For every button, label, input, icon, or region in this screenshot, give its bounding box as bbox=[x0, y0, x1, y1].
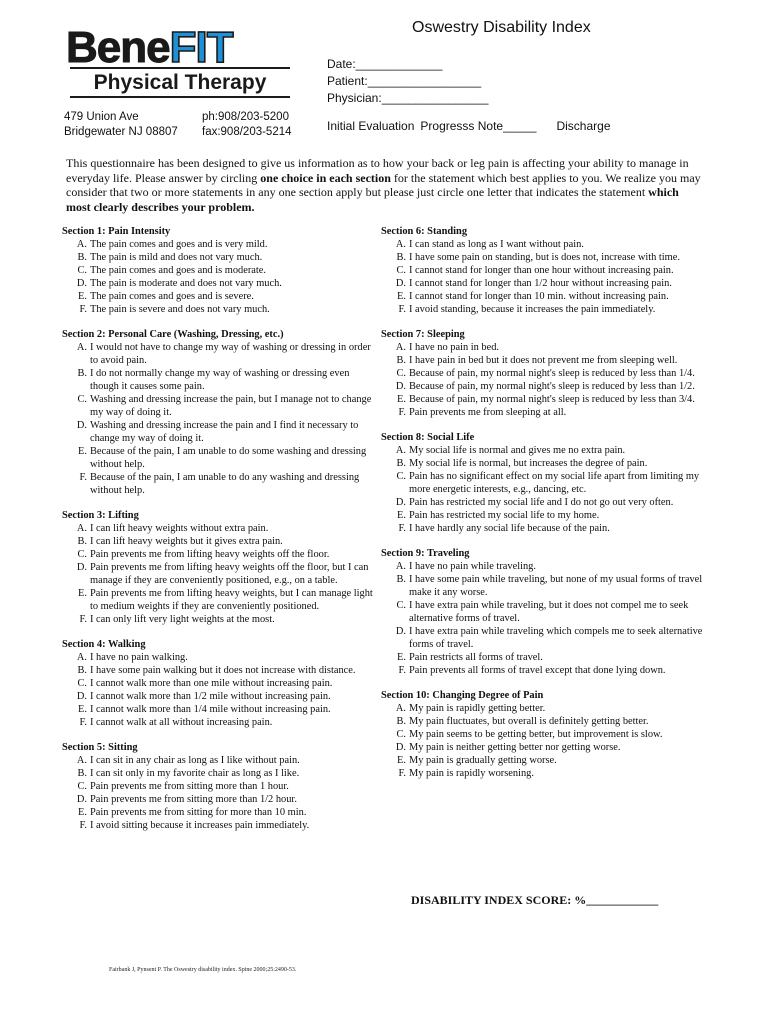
option-letter[interactable]: F. bbox=[398, 665, 406, 676]
option-text: Pain prevents me from sitting more than 1 hour. bbox=[90, 781, 289, 792]
option-text: Because of pain, my normal night's sleep is reduced by less than 1/4. bbox=[409, 368, 695, 379]
option-letter[interactable]: D. bbox=[395, 381, 406, 392]
option-text: I have extra pain while traveling which compels me to seek alternative forms of travel. bbox=[409, 626, 703, 650]
answer-option[interactable] bbox=[62, 780, 376, 793]
option-text: I have extra pain while traveling, but it does not compel me to seek alternative forms of travel. bbox=[409, 600, 689, 624]
option-text: I cannot walk at all without increasing pain. bbox=[90, 717, 273, 728]
option-letter[interactable]: A. bbox=[76, 342, 87, 353]
question-section bbox=[381, 689, 711, 780]
logo-brand-highlight: FIT bbox=[169, 23, 233, 72]
option-letter[interactable]: C. bbox=[77, 781, 87, 792]
option-text: I can only lift very light weights at the most. bbox=[90, 614, 275, 625]
disability-index-score[interactable]: DISABILITY INDEX SCORE: %____________ bbox=[411, 893, 659, 907]
option-text: My pain is rapidly worsening. bbox=[409, 768, 534, 779]
section-title: Section 2: Personal Care (Washing, Dressing, etc.) bbox=[62, 329, 284, 340]
option-letter[interactable]: C. bbox=[77, 549, 87, 560]
option-letter[interactable]: B. bbox=[77, 368, 87, 379]
logo-graphic bbox=[64, 20, 296, 102]
option-letter[interactable]: A. bbox=[395, 342, 406, 353]
option-text: I have some pain walking but it does not increase with distance. bbox=[90, 665, 356, 676]
option-text: My pain is rapidly getting better. bbox=[409, 703, 546, 714]
patient-field[interactable]: Patient:_________________ bbox=[327, 74, 482, 88]
answer-option[interactable] bbox=[381, 715, 711, 728]
answer-option[interactable] bbox=[62, 690, 376, 703]
answer-option[interactable] bbox=[62, 251, 376, 264]
option-letter[interactable]: F. bbox=[398, 768, 406, 779]
answer-option[interactable] bbox=[62, 664, 376, 677]
option-text: Pain prevents all forms of travel except that done lying down. bbox=[409, 665, 666, 676]
option-text: I cannot stand for longer than 1/2 hour without increasing pain. bbox=[409, 278, 672, 289]
initial-evaluation-option[interactable]: Initial Evaluation bbox=[327, 119, 415, 133]
option-letter[interactable]: A. bbox=[76, 523, 87, 534]
answer-option[interactable] bbox=[381, 393, 711, 406]
answer-option[interactable] bbox=[381, 444, 711, 457]
option-letter[interactable]: B. bbox=[396, 252, 406, 263]
option-text: Pain prevents me from lifting heavy weights off the floor, but I can manage if they are conveniently positioned, e.g., on a table. bbox=[90, 562, 369, 586]
option-text: The pain comes and goes and is moderate. bbox=[90, 265, 267, 276]
option-letter[interactable]: B. bbox=[396, 716, 406, 727]
option-letter[interactable]: E. bbox=[397, 755, 406, 766]
option-text: Pain prevents me from lifting heavy weights off the floor. bbox=[90, 549, 330, 560]
answer-option[interactable] bbox=[62, 471, 376, 497]
answer-option[interactable] bbox=[62, 522, 376, 535]
document-title: Oswestry Disability Index bbox=[412, 19, 591, 36]
answer-option[interactable] bbox=[62, 341, 376, 367]
answer-option[interactable] bbox=[381, 470, 711, 496]
answer-option[interactable] bbox=[381, 251, 711, 264]
intro-text-1: This questionnaire has been designed to give us information as to how your back or leg pain is affecting your ability to manage in everyday life. Please answer by circling bbox=[66, 156, 689, 185]
option-letter[interactable]: A. bbox=[395, 703, 406, 714]
phone-number: ph:908/203-5200 bbox=[202, 111, 289, 123]
option-text: Because of the pain, I am unable to do any washing and dressing without help. bbox=[90, 472, 360, 496]
option-letter[interactable]: D. bbox=[76, 794, 87, 805]
address-block bbox=[64, 110, 178, 140]
option-text: Pain restricts all forms of travel. bbox=[409, 652, 543, 663]
answer-option[interactable] bbox=[381, 651, 711, 664]
logo-brand-text bbox=[66, 23, 234, 72]
option-text: My pain is neither getting better nor getting worse. bbox=[409, 742, 621, 753]
answer-option[interactable] bbox=[381, 509, 711, 522]
answer-option[interactable] bbox=[62, 754, 376, 767]
left-column bbox=[62, 225, 376, 844]
option-text: The pain is moderate and does not vary much. bbox=[90, 278, 282, 289]
option-text: The pain is severe and does not vary much. bbox=[90, 304, 270, 315]
option-letter[interactable]: E. bbox=[397, 291, 406, 302]
answer-option[interactable] bbox=[62, 819, 376, 832]
option-text: Pain has restricted my social life and I do not go out very often. bbox=[409, 497, 674, 508]
option-letter[interactable]: A. bbox=[76, 652, 87, 663]
option-letter[interactable]: A. bbox=[395, 239, 406, 250]
answer-option[interactable] bbox=[381, 573, 711, 599]
option-text: I cannot stand for longer than one hour without increasing pain. bbox=[409, 265, 674, 276]
option-letter[interactable]: F. bbox=[79, 472, 87, 483]
option-letter[interactable]: E. bbox=[78, 446, 87, 457]
answer-option[interactable] bbox=[62, 716, 376, 729]
answer-option[interactable] bbox=[381, 341, 711, 354]
option-text: Washing and dressing increase the pain and I find it necessary to change my way of doing it. bbox=[90, 420, 359, 444]
option-text: I have no pain in bed. bbox=[409, 342, 500, 353]
section-title: Section 6: Standing bbox=[381, 226, 468, 237]
option-text: I have some pain while traveling, but none of my usual forms of travel make it any worse. bbox=[409, 574, 703, 598]
option-letter[interactable]: D. bbox=[76, 562, 87, 573]
intro-paragraph bbox=[66, 156, 706, 214]
option-letter[interactable]: C. bbox=[396, 729, 406, 740]
option-text: Because of pain, my normal night's sleep is reduced by less than 3/4. bbox=[409, 394, 695, 405]
answer-option[interactable] bbox=[381, 664, 711, 677]
option-text: I have some pain on standing, but is does not, increase with time. bbox=[409, 252, 680, 263]
answer-option[interactable] bbox=[381, 264, 711, 277]
option-letter[interactable]: C. bbox=[396, 368, 406, 379]
option-text: Pain prevents me from sitting for more than 10 min. bbox=[90, 807, 307, 818]
question-section bbox=[381, 225, 711, 316]
option-text: I avoid standing, because it increases the pain immediately. bbox=[409, 304, 656, 315]
option-text: My pain seems to be getting better, but improvement is slow. bbox=[409, 729, 663, 740]
option-letter[interactable]: B. bbox=[396, 574, 406, 585]
answer-option[interactable] bbox=[381, 457, 711, 470]
answer-option[interactable] bbox=[381, 238, 711, 251]
option-letter[interactable]: A. bbox=[395, 561, 406, 572]
option-letter[interactable]: A. bbox=[76, 755, 87, 766]
benefit-logo bbox=[64, 20, 296, 102]
physician-field[interactable]: Physician:________________ bbox=[327, 91, 489, 105]
citation: Fairbank J, Pynsent P. The Oswestry disability index. Spine 2000;25:2490-53. bbox=[109, 967, 297, 973]
option-text: I cannot walk more than one mile without increasing pain. bbox=[90, 678, 333, 689]
option-text: I can lift heavy weights without extra pain. bbox=[90, 523, 269, 534]
option-letter[interactable]: C. bbox=[396, 471, 406, 482]
option-text: The pain comes and goes and is severe. bbox=[90, 291, 254, 302]
option-letter[interactable]: F. bbox=[79, 304, 87, 315]
answer-option[interactable] bbox=[381, 303, 711, 316]
section-title: Section 3: Lifting bbox=[62, 510, 139, 521]
option-letter[interactable]: A. bbox=[76, 239, 87, 250]
option-letter[interactable]: B. bbox=[77, 536, 87, 547]
option-text: I have no pain walking. bbox=[90, 652, 188, 663]
answer-option[interactable] bbox=[381, 767, 711, 780]
option-letter[interactable]: D. bbox=[76, 420, 87, 431]
answer-option[interactable] bbox=[62, 613, 376, 626]
option-letter[interactable]: D. bbox=[395, 742, 406, 753]
intro-bold-2: which most clearly describes your problem. bbox=[66, 185, 679, 214]
option-text: I cannot stand for longer than 10 min. without increasing pain. bbox=[409, 291, 669, 302]
option-letter[interactable]: F. bbox=[79, 820, 87, 831]
option-letter[interactable]: F. bbox=[398, 304, 406, 315]
option-letter[interactable]: D. bbox=[395, 497, 406, 508]
option-letter[interactable]: B. bbox=[77, 768, 87, 779]
answer-option[interactable] bbox=[62, 393, 376, 419]
question-section bbox=[381, 328, 711, 419]
answer-option[interactable] bbox=[381, 728, 711, 741]
question-section bbox=[62, 509, 376, 626]
intro-text-2: for the statement which best applies to you. We realize you may consider that two or more statements in any one section apply but please just circle one letter that indicates the statement bbox=[66, 170, 701, 200]
answer-option[interactable] bbox=[62, 264, 376, 277]
option-letter[interactable]: E. bbox=[78, 291, 87, 302]
option-text: I cannot walk more than 1/4 mile without increasing pain. bbox=[90, 704, 331, 715]
option-text: I can sit in any chair as long as I like without pain. bbox=[90, 755, 300, 766]
logo-subtitle: Physical Therapy bbox=[93, 71, 267, 94]
option-letter[interactable]: F. bbox=[79, 614, 87, 625]
option-text: I have hardly any social life because of the pain. bbox=[409, 523, 610, 534]
option-letter[interactable]: D. bbox=[395, 278, 406, 289]
answer-option[interactable] bbox=[62, 277, 376, 290]
answer-option[interactable] bbox=[62, 445, 376, 471]
option-letter[interactable]: F. bbox=[79, 717, 87, 728]
option-text: Pain has no significant effect on my social life apart from limiting my more energetic interests, e.g., dancing, etc. bbox=[409, 471, 700, 495]
section-title: Section 5: Sitting bbox=[62, 742, 138, 753]
option-text: My pain fluctuates, but overall is definitely getting better. bbox=[409, 716, 649, 727]
option-text: My pain is gradually getting worse. bbox=[409, 755, 557, 766]
question-section bbox=[381, 431, 711, 535]
section-title: Section 1: Pain Intensity bbox=[62, 226, 171, 237]
option-text: Because of pain, my normal night's sleep is reduced by less than 1/2. bbox=[409, 381, 695, 392]
question-section bbox=[62, 638, 376, 729]
answer-option[interactable] bbox=[381, 277, 711, 290]
section-title: Section 8: Social Life bbox=[381, 432, 475, 443]
right-column bbox=[381, 225, 711, 792]
option-letter[interactable]: F. bbox=[398, 407, 406, 418]
answer-option[interactable] bbox=[62, 303, 376, 316]
question-section bbox=[62, 328, 376, 497]
answer-option[interactable] bbox=[381, 406, 711, 419]
answer-option[interactable] bbox=[62, 767, 376, 780]
answer-option[interactable] bbox=[381, 290, 711, 303]
option-text: I cannot walk more than 1/2 mile without increasing pain. bbox=[90, 691, 331, 702]
answer-option[interactable] bbox=[62, 367, 376, 393]
option-text: The pain comes and goes and is very mild. bbox=[90, 239, 268, 250]
answer-option[interactable] bbox=[381, 702, 711, 715]
street-address: 479 Union Ave bbox=[64, 111, 139, 123]
option-text: I have pain in bed but it does not prevent me from sleeping well. bbox=[409, 355, 678, 366]
option-text: Washing and dressing increase the pain, but I manage not to change my way of doing it. bbox=[90, 394, 372, 418]
answer-option[interactable] bbox=[381, 741, 711, 754]
city-address: Bridgewater NJ 08807 bbox=[64, 126, 178, 138]
answer-option[interactable] bbox=[62, 677, 376, 690]
option-letter[interactable]: B. bbox=[77, 252, 87, 263]
answer-option[interactable] bbox=[62, 561, 376, 587]
question-section bbox=[62, 741, 376, 832]
header-fields bbox=[327, 56, 488, 107]
option-text: I can sit only in my favorite chair as long as I like. bbox=[90, 768, 300, 779]
answer-option[interactable] bbox=[62, 238, 376, 251]
section-title: Section 9: Traveling bbox=[381, 548, 470, 559]
date-field[interactable]: Date:_____________ bbox=[327, 57, 443, 71]
option-text: Pain prevents me from lifting heavy weights, but I can manage light to medium weights if they are conveniently positioned. bbox=[90, 588, 373, 612]
option-text: My social life is normal, but increases the degree of pain. bbox=[409, 458, 648, 469]
option-text: My social life is normal and gives me no extra pain. bbox=[409, 445, 626, 456]
answer-option[interactable] bbox=[381, 354, 711, 367]
answer-option[interactable] bbox=[381, 560, 711, 573]
option-letter[interactable]: C. bbox=[77, 394, 87, 405]
answer-option[interactable] bbox=[381, 625, 711, 651]
option-letter[interactable]: E. bbox=[78, 588, 87, 599]
option-text: Pain has restricted my social life to my home. bbox=[409, 510, 600, 521]
progress-note-option[interactable]: Progresss Note_____ bbox=[420, 119, 537, 133]
option-letter[interactable]: E. bbox=[78, 704, 87, 715]
answer-option[interactable] bbox=[62, 587, 376, 613]
answer-option[interactable] bbox=[381, 380, 711, 393]
question-section bbox=[62, 225, 376, 316]
option-letter[interactable]: D. bbox=[76, 691, 87, 702]
option-letter[interactable]: E. bbox=[397, 394, 406, 405]
evaluation-type-line bbox=[327, 119, 617, 133]
option-letter[interactable]: C. bbox=[77, 678, 87, 689]
discharge-option[interactable]: Discharge bbox=[556, 119, 611, 133]
answer-option[interactable] bbox=[381, 599, 711, 625]
option-letter[interactable]: E. bbox=[397, 510, 406, 521]
option-text: I can stand as long as I want without pain. bbox=[409, 239, 584, 250]
option-letter[interactable]: B. bbox=[396, 355, 406, 366]
option-letter[interactable]: C. bbox=[396, 600, 406, 611]
fax-number: fax:908/203-5214 bbox=[202, 126, 292, 138]
question-section bbox=[381, 547, 711, 677]
option-letter[interactable]: A. bbox=[395, 445, 406, 456]
option-text: I have no pain while traveling. bbox=[409, 561, 536, 572]
answer-option[interactable] bbox=[62, 651, 376, 664]
answer-option[interactable] bbox=[62, 419, 376, 445]
answer-option[interactable] bbox=[381, 496, 711, 509]
option-text: Pain prevents me from sleeping at all. bbox=[409, 407, 567, 418]
answer-option[interactable] bbox=[62, 793, 376, 806]
option-text: I avoid sitting because it increases pain immediately. bbox=[90, 820, 310, 831]
option-text: I would not have to change my way of washing or dressing in order to avoid pain. bbox=[90, 342, 371, 366]
option-letter[interactable]: D. bbox=[76, 278, 87, 289]
answer-option[interactable] bbox=[62, 290, 376, 303]
intro-bold-1: one choice in each section bbox=[260, 170, 391, 185]
section-title: Section 4: Walking bbox=[62, 639, 146, 650]
option-letter[interactable]: F. bbox=[398, 523, 406, 534]
option-letter[interactable]: E. bbox=[78, 807, 87, 818]
phone-block bbox=[202, 110, 292, 140]
answer-option[interactable] bbox=[62, 548, 376, 561]
option-letter[interactable]: C. bbox=[396, 265, 406, 276]
option-text: Pain prevents me from sitting more than 1/2 hour. bbox=[90, 794, 297, 805]
section-title: Section 7: Sleeping bbox=[381, 329, 465, 340]
answer-option[interactable] bbox=[62, 703, 376, 716]
option-letter[interactable]: E. bbox=[397, 652, 406, 663]
answer-option[interactable] bbox=[62, 535, 376, 548]
section-title: Section 10: Changing Degree of Pain bbox=[381, 690, 544, 701]
option-letter[interactable]: D. bbox=[395, 626, 406, 637]
option-letter[interactable]: B. bbox=[77, 665, 87, 676]
option-letter[interactable]: C. bbox=[77, 265, 87, 276]
option-letter[interactable]: B. bbox=[396, 458, 406, 469]
answer-option[interactable] bbox=[381, 754, 711, 767]
option-text: The pain is mild and does not vary much. bbox=[90, 252, 263, 263]
answer-option[interactable] bbox=[62, 806, 376, 819]
logo-brand-primary: Bene bbox=[66, 23, 170, 72]
option-text: I do not normally change my way of washing or dressing even though it causes some pain. bbox=[90, 368, 350, 392]
answer-option[interactable] bbox=[381, 367, 711, 380]
answer-option[interactable] bbox=[381, 522, 711, 535]
option-text: Because of the pain, I am unable to do some washing and dressing without help. bbox=[90, 446, 367, 470]
option-text: I can lift heavy weights but it gives extra pain. bbox=[90, 536, 283, 547]
